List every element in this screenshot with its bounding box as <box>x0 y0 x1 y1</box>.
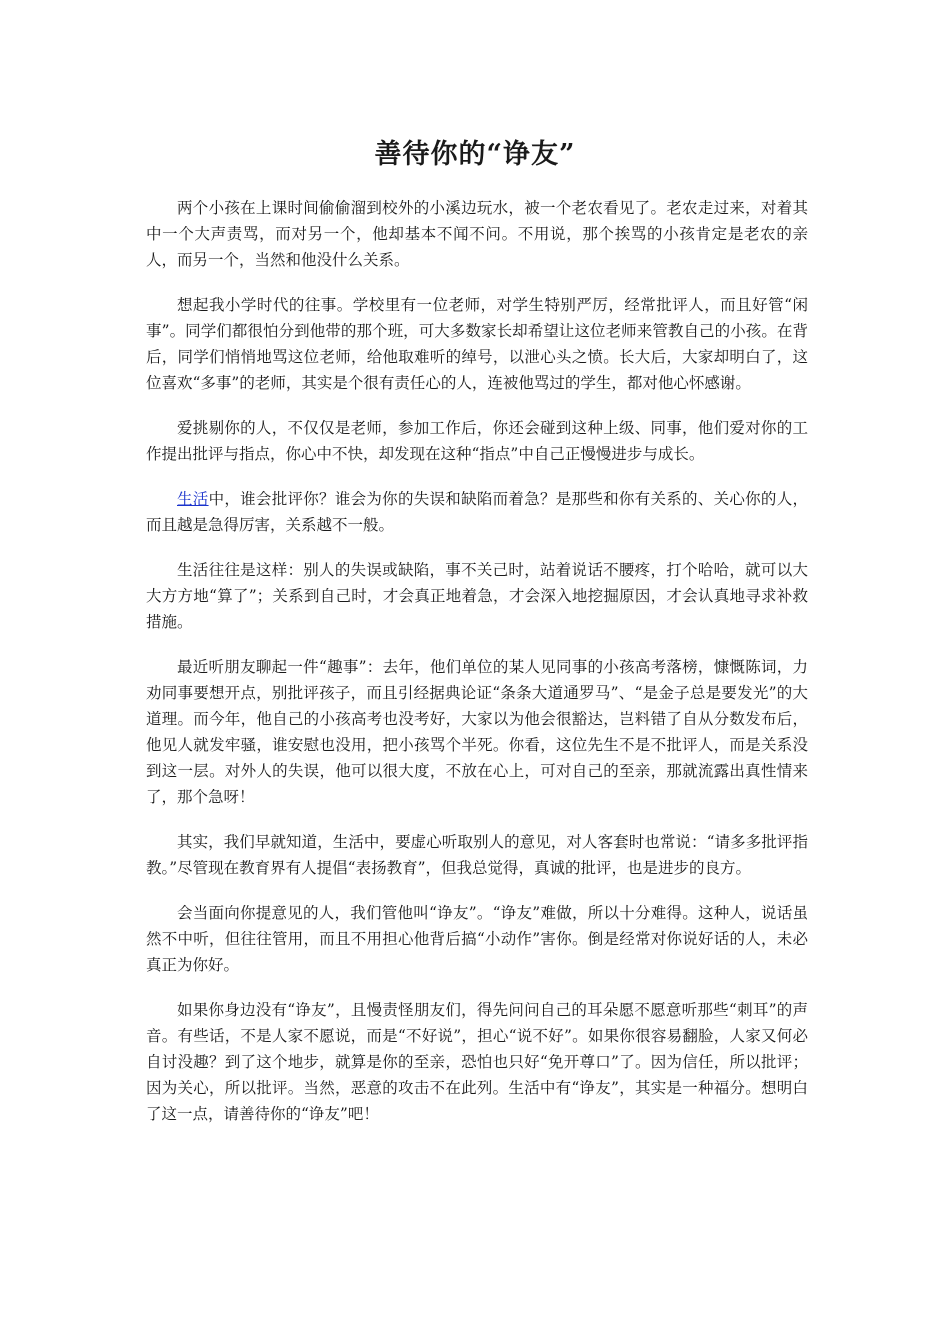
life-link[interactable]: 生活 <box>177 490 209 508</box>
paragraph-1: 两个小孩在上课时间偷偷溜到校外的小溪边玩水，被一个老农看见了。老农走过来，对着其中一个大声责骂，而对另一个，他却基本不闻不问。不用说，那个挨骂的小孩肯定是老农的亲人，而另一个，当然和他没什么关系。 <box>146 199 808 269</box>
paragraph-2: 想起我小学时代的往事。学校里有一位老师，对学生特别严厉，经常批评人，而且好管“闲事”。同学们都很怕分到他带的那个班，可大多数家长却希望让这位老师来管教自己的小孩。在背后，同学们悄悄地骂这位老师，给他取难听的绰号，以泄心头之愤。长大后，大家却明白了，这位喜欢“多事”的老师，其实是个很有责任心的人，连被他骂过的学生，都对他心怀感谢。 <box>146 296 808 392</box>
paragraph-6: 最近听朋友聊起一件“趣事”：去年，他们单位的某人见同事的小孩高考落榜，慷慨陈词，力劝同事要想开点，别批评孩子，而且引经据典论证“条条大道通罗马”、“是金子总是要发光”的大道理。而今年，他自己的小孩高考也没考好，大家以为他会很豁达，岂料错了自从分数发布后，他见人就发牢骚，谁安慰也没用，把小孩骂个半死。你看，这位先生不是不批评人，而是关系没到这一层。对外人的失误，他可以很大度，不放在心上，可对自己的至亲，那就流露出真性情来了，那个急呀！ <box>146 658 808 806</box>
paragraph-7: 其实，我们早就知道，生活中，要虚心听取别人的意见，对人客套时也常说：“请多多批评指教。”尽管现在教育界有人提倡“表扬教育”，但我总觉得，真诚的批评，也是进步的良方。 <box>146 833 808 877</box>
paragraph-4 <box>146 486 808 538</box>
page-title: 善待你的“诤友” <box>374 139 576 170</box>
paragraph-3: 爱挑剔你的人，不仅仅是老师，参加工作后，你还会碰到这种上级、同事，他们爱对你的工作提出批评与指点，你心中不快，却发现在这种“指点”中自己正慢慢进步与成长。 <box>146 419 808 463</box>
paragraph-5: 生活往往是这样：别人的失误或缺陷，事不关己时，站着说话不腰疼，打个哈哈，就可以大大方方地“算了”；关系到自己时，才会真正地着急，才会深入地挖掘原因，才会认真地寻求补救措施。 <box>146 561 808 631</box>
paragraph-8: 会当面向你提意见的人，我们管他叫“诤友”。“诤友”难做，所以十分难得。这种人，说话虽然不中听，但往往管用，而且不用担心他背后搞“小动作”害你。倒是经常对你说好话的人，未必真正为你好。 <box>146 904 808 974</box>
paragraph-9: 如果你身边没有“诤友”，且慢责怪朋友们，得先问问自己的耳朵愿不愿意听那些“刺耳”的声音。有些话，不是人家不愿说，而是“不好说”，担心“说不好”。如果你很容易翻脸，人家又何必自讨没趣？到了这个地步，就算是你的至亲，恐怕也只好“免开尊口”了。因为信任，所以批评；因为关心，所以批评。当然，恶意的攻击不在此列。生活中有“诤友”，其实是一种福分。想明白了这一点，请善待你的“诤友”吧！ <box>146 1001 808 1123</box>
paragraph-4-text: 中，谁会批评你？谁会为你的失误和缺陷而着急？是那些和你有关系的、关心你的人，而且越是急得厉害，关系越不一般。 <box>146 490 808 534</box>
article-body <box>146 195 808 1146</box>
